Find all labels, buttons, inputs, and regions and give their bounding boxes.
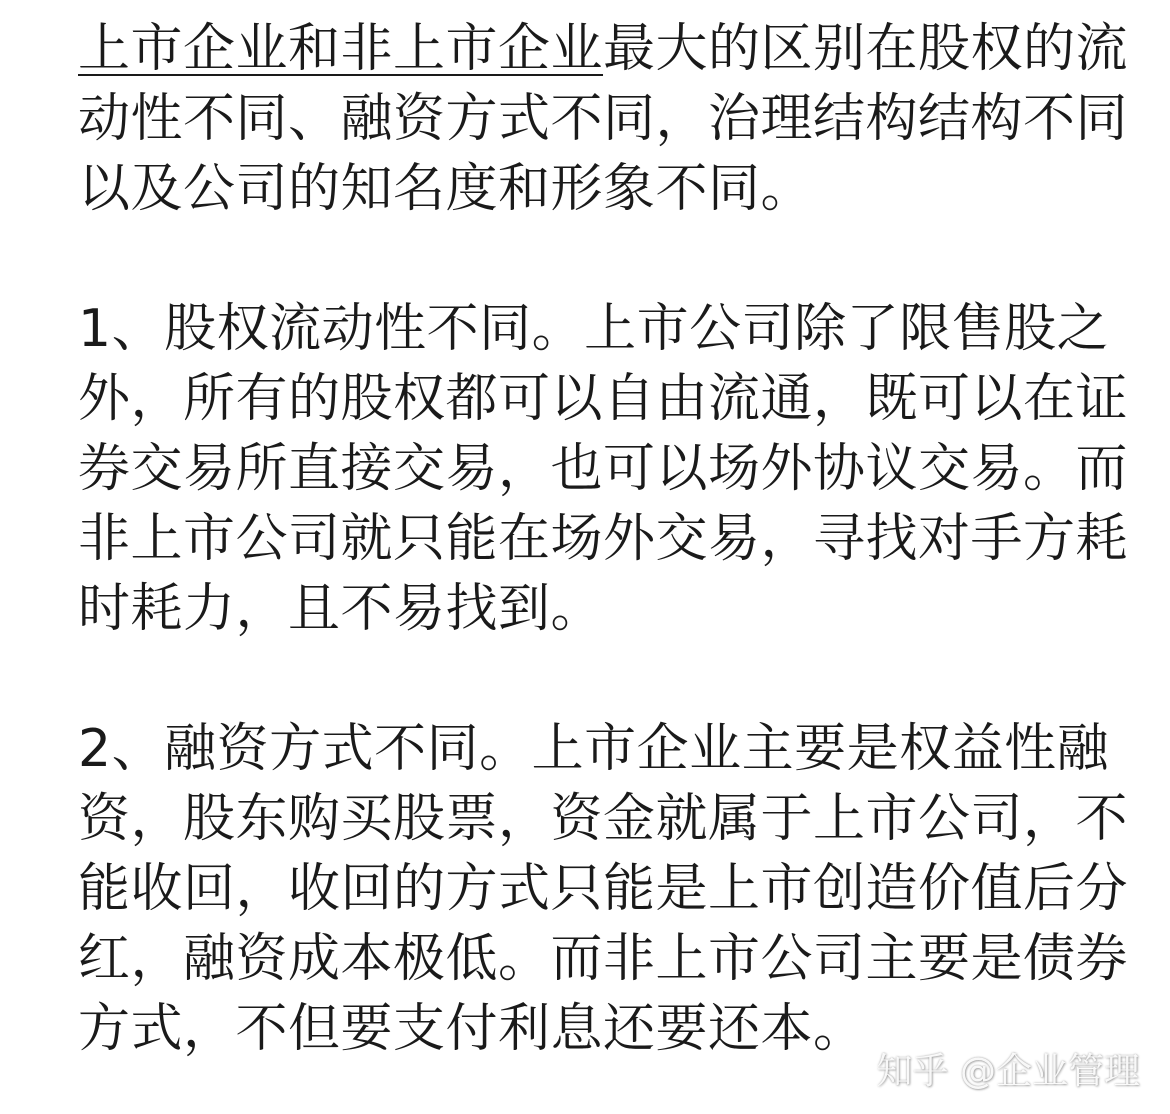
point-2-paragraph: 2、融资方式不同。上市企业主要是权益性融资，股东购买股票，资金就属于上市公司，不能收回，收回的方式只能是上市创造价值后分红，融资成本极低。而非上市公司主要是债券方式，不但要支付利息还要还本。 <box>78 719 1129 1059</box>
intro-paragraph <box>78 14 1158 224</box>
point-1-paragraph: 1、股权流动性不同。上市公司除了限售股之外，所有的股权都可以自由流通，既可以在证券交易所直接交易，也可以场外协议交易。而非上市公司就只能在场外交易，寻找对手方耗时耗力，且不易找到。 <box>78 299 1129 639</box>
watermark: 知乎 @企业管理 <box>876 1051 1140 1092</box>
intro-text: 最大的区别在股权的流动性不同、融资方式不同，治理结构结构不同以及公司的知名度和形象不同。 <box>78 19 1129 219</box>
article-body <box>78 14 1158 1064</box>
intro-link[interactable]: 上市企业和非上市企业 <box>78 19 604 79</box>
